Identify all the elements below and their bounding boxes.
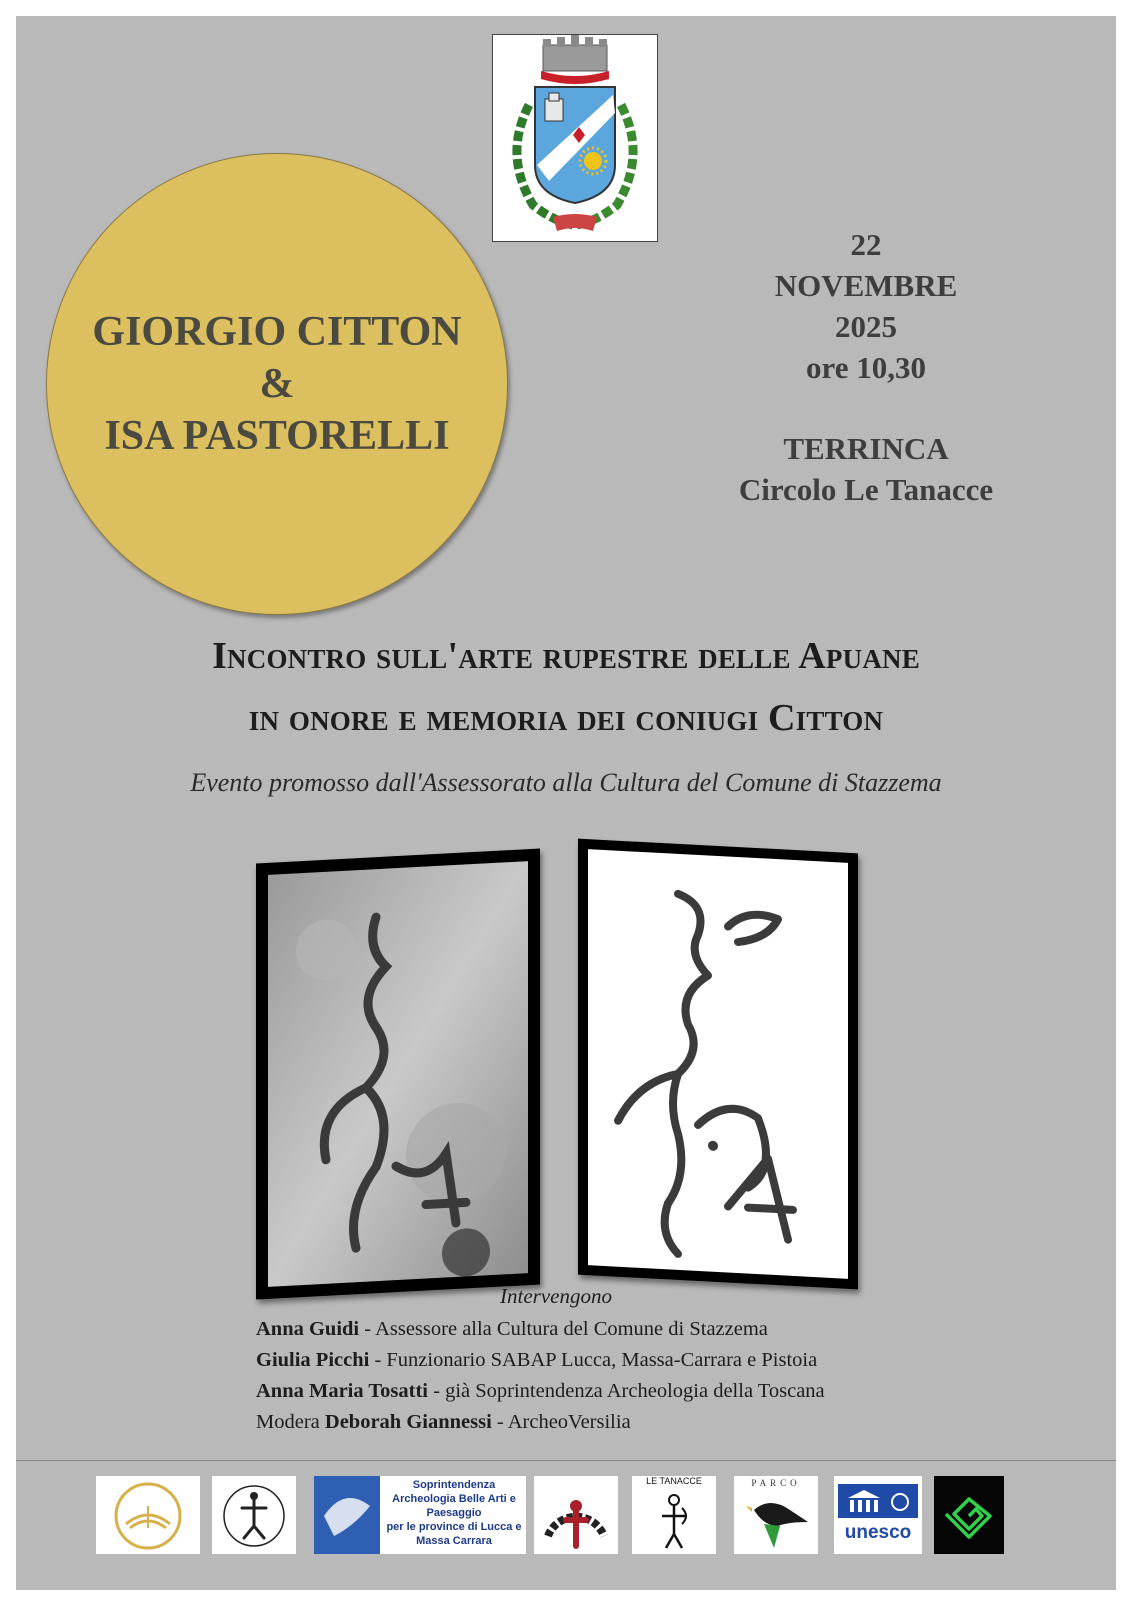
event-poster [16,16,1116,1590]
sabap-text-4: per le province di Lucca e [386,1521,522,1533]
speaker-role: già Soprintendenza Archeologia della Toscana [445,1380,825,1402]
event-month: NOVEMBRE [774,268,958,303]
green-spiral-logo [934,1476,1004,1554]
rock-engraving-photo [256,849,540,1300]
speaker-role: Assessore alla Cultura del Comune di Stazzema [375,1318,768,1340]
event-subtitle: Evento promosso dall'Assessorato alla Cultura del Comune di Stazzema [190,768,942,797]
sabap-text [384,1478,524,1548]
unesco-temple-icon [834,1476,922,1522]
event-place: TERRINCA [783,431,949,466]
event-title-line-2: in onore e memoria dei coniugi Citton [248,697,884,739]
rock-engraving-drawing-image [578,839,858,1290]
speaker-name: Anna Maria Tosatti [256,1380,428,1402]
speaker-row [256,1376,1016,1407]
speaker-row [256,1345,1016,1376]
archeoversilia-logo [534,1476,618,1554]
associazione-il-segno-logo [212,1476,296,1554]
municipal-coat-of-arms-icon [493,35,657,241]
moderator-name: Deborah Giannessi [324,1411,492,1433]
associazione-il-segno-logo-icon [212,1476,296,1554]
speaker-name-2: ISA PASTORELLI [104,413,450,459]
speakers-heading: Intervengono [500,1284,612,1308]
ampersand: & [259,361,295,407]
event-title-line-1: Incontro sull'arte rupestre delle Apuane [212,635,920,677]
speaker-role: Funzionario SABAP Lucca, Massa-Carrara e Pistoia [386,1349,818,1371]
parco-apuane-logo [734,1476,818,1554]
biblioteca-logo [96,1476,200,1554]
tanacce-text: LE TANACCE [646,1476,702,1486]
speaker-separator: - [369,1349,387,1371]
mic-logo-icon [314,1476,384,1554]
unesco-logo [834,1476,922,1554]
sabap-text-2: Archeologia Belle Arti e [392,1493,516,1505]
speaker-row [256,1314,1016,1345]
biblioteca-logo-icon [96,1476,200,1554]
event-time: ore 10,30 [806,350,926,385]
archeoversilia-logo-icon [534,1476,618,1554]
sabap-logo [314,1476,526,1554]
speakers-list [256,1314,1016,1438]
moderator-role: ArcheoVersilia [507,1411,631,1433]
event-date-place [716,224,1016,510]
sabap-text-3: Paesaggio [426,1507,482,1519]
speaker-separator: - [428,1380,446,1402]
rock-engraving-photo-image [256,849,540,1300]
speaker-name-1: GIORGIO CITTON [92,309,462,355]
sabap-text-1: Soprintendenza [412,1479,496,1491]
parco-text: PARCO [751,1478,801,1488]
speaker-name: Giulia Picchi [256,1349,370,1371]
names-circle [46,153,508,615]
speaker-name: Anna Guidi [256,1318,360,1340]
moderator-prefix: Modera [256,1411,325,1433]
coat-of-arms [492,34,658,242]
moderator-separator: - [491,1411,508,1433]
event-year: 2025 [835,309,897,344]
sabap-text-5: Massa Carrara [416,1535,492,1547]
rock-engraving-drawing [578,839,858,1290]
circolo-le-tanacce-logo-icon [632,1476,716,1554]
moderator-row [256,1407,1016,1438]
event-venue: Circolo Le Tanacce [738,472,994,507]
footer-divider [16,1460,1116,1461]
unesco-text: unesco [844,1522,912,1543]
green-spiral-logo-icon [934,1476,1004,1554]
event-day: 22 [850,227,882,262]
circolo-le-tanacce-logo [632,1476,716,1554]
speaker-separator: - [359,1318,376,1340]
